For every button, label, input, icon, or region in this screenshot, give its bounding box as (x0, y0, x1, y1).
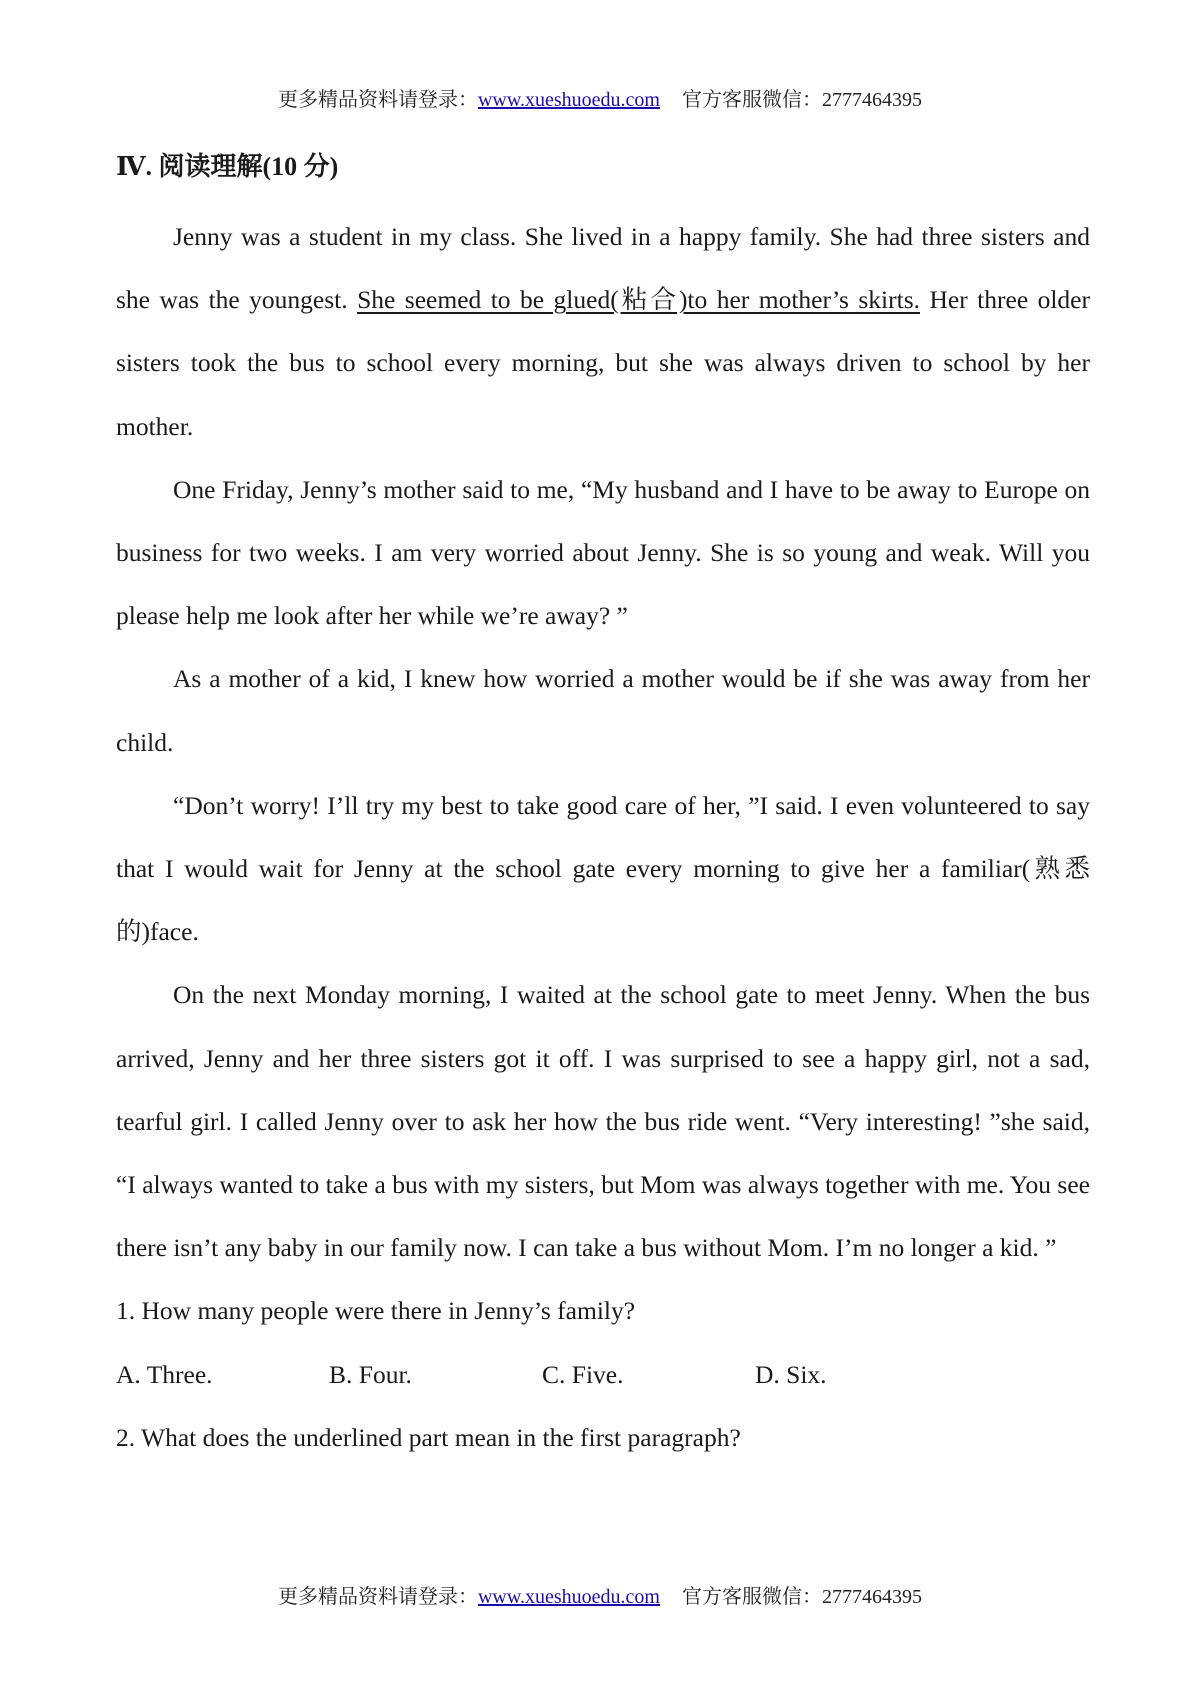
option-c: C. Five. (542, 1359, 624, 1389)
section-title: Ⅳ. 阅读理解(10 分) (116, 152, 339, 181)
underlined-phrase: She seemed to be glued(粘合)to her mother’s skirts. (357, 285, 921, 315)
document-body (116, 149, 1090, 1469)
header-website-link[interactable]: www.xueshuoedu.com (477, 89, 660, 111)
footer-prefix: 更多精品资料请登录： (277, 1586, 478, 1608)
passage-paragraph-2: One Friday, Jenny’s mother said to me, “My husband and I have to be away to Europe on business for two weeks. I am very worried about Jenny. She is so young and weak. Will you please help me look after her while we’re away? ” (116, 474, 1090, 631)
option-a: A. Three. (116, 1359, 213, 1389)
passage-paragraph-4: “Don’t worry! I’ll try my best to take good care of her, ”I said. I even volunteered to say that I would wait for Jenny at the school gate every morning to give her a familiar(熟悉的)face. (116, 790, 1090, 947)
passage-paragraph-3: As a mother of a kid, I knew how worried a mother would be if she was away from her child. (116, 664, 1090, 757)
paragraph-1-text-a: Jenny was a student in my class. She lived in a happy family. She had three sisters and she was the youngest. (116, 222, 1090, 315)
page-header (0, 86, 1200, 114)
paragraph-1-text-b: Her three older sisters took the bus to school every morning, but she was always driven to school by her mother. (116, 285, 1090, 441)
question-1-stem: 1. How many people were there in Jenny’s family? (116, 1296, 636, 1326)
option-b: B. Four. (329, 1359, 412, 1389)
header-prefix: 更多精品资料请登录： (277, 89, 478, 111)
question-2-stem: 2. What does the underlined part mean in the first paragraph? (116, 1422, 741, 1452)
passage-paragraph-5: On the next Monday morning, I waited at the school gate to meet Jenny. When the bus arrived, Jenny and her three sisters got it off. I was surprised to see a happy girl, not a sad, tearful girl. I called Jenny over to ask her how the bus ride went. “Very interesting! ”she said, “I always wanted to take a bus with my sisters, but Mom was always together with me. You see there isn’t any baby in our family now. I can take a bus without Mom. I’m no longer a kid. ” (116, 980, 1090, 1263)
footer-website-link[interactable]: www.xueshuoedu.com (477, 1586, 660, 1608)
footer-service-contact: 官方客服微信：2777464395 (682, 1586, 922, 1608)
header-service-contact: 官方客服微信：2777464395 (682, 89, 922, 111)
question-1-options (116, 1343, 1090, 1406)
page-footer (0, 1583, 1200, 1611)
option-d: D. Six. (755, 1359, 827, 1389)
passage-paragraph-1 (116, 205, 1090, 458)
